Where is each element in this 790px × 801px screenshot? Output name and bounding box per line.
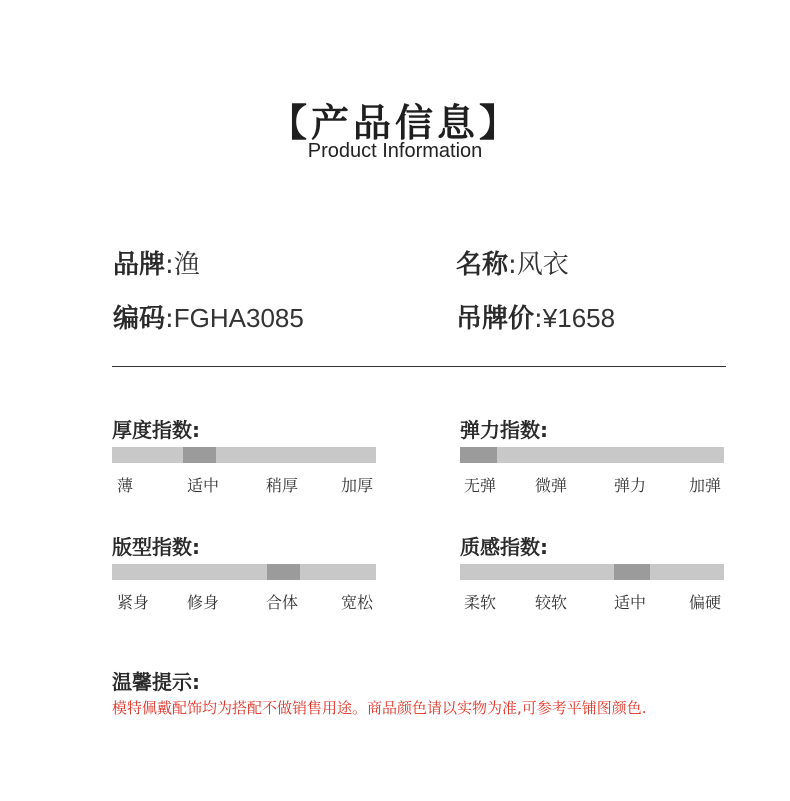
index-scale-bar [460, 564, 724, 580]
brand-label: 品牌 [113, 250, 166, 280]
scale-label: 适中 [187, 476, 220, 495]
scale-label: 修身 [187, 593, 220, 612]
price-value: ¥1658 [542, 303, 616, 333]
index-marker [614, 564, 650, 580]
code-row [113, 298, 304, 335]
page-subtitle: Product Information [307, 140, 483, 162]
scale-label: 弹力 [614, 476, 647, 495]
elasticity-index [460, 414, 724, 504]
scale-label: 偏硬 [689, 593, 722, 612]
index-title: 厚度指数: [112, 418, 200, 442]
name-value: 风衣 [516, 250, 569, 280]
index-scale-bar [112, 564, 376, 580]
scale-label: 加弹 [689, 476, 722, 495]
name-separator: : [508, 250, 517, 280]
price-separator: : [534, 304, 543, 334]
scale-label: 稍厚 [266, 476, 299, 495]
scale-label: 较软 [535, 593, 568, 612]
index-title: 弹力指数: [460, 418, 548, 442]
thickness-index [112, 414, 376, 504]
scale-label: 薄 [117, 476, 134, 495]
index-marker [183, 447, 216, 463]
brand-separator: : [165, 250, 174, 280]
section-divider [112, 366, 726, 367]
tip-title: 温馨提示: [112, 670, 200, 694]
scale-label: 合体 [266, 593, 299, 612]
price-row [456, 298, 615, 335]
texture-index [460, 531, 724, 621]
index-scale-bar [460, 447, 724, 463]
price-label: 吊牌价 [456, 304, 535, 334]
scale-label: 微弹 [535, 476, 568, 495]
fit-index [112, 531, 376, 621]
index-title: 质感指数: [460, 535, 548, 559]
scale-label: 紧身 [117, 593, 150, 612]
name-row [456, 244, 569, 281]
code-value: FGHA3085 [173, 303, 304, 333]
code-label: 编码 [113, 304, 166, 334]
scale-label: 宽松 [341, 593, 374, 612]
page-title: 【产品信息】 [268, 100, 521, 145]
scale-label: 加厚 [341, 476, 374, 495]
scale-label: 柔软 [464, 593, 497, 612]
index-title: 版型指数: [112, 535, 200, 559]
tip-text: 模特佩戴配饰均为搭配不做销售用途。商品颜色请以实物为准,可参考平铺图颜色. [112, 699, 647, 717]
index-marker [267, 564, 300, 580]
scale-label: 无弹 [464, 476, 497, 495]
brand-row [113, 244, 200, 281]
brand-value: 渔 [173, 250, 200, 280]
index-marker [460, 447, 497, 463]
code-separator: : [165, 304, 174, 334]
index-scale-bar [112, 447, 376, 463]
name-label: 名称 [456, 250, 509, 280]
scale-label: 适中 [614, 593, 647, 612]
